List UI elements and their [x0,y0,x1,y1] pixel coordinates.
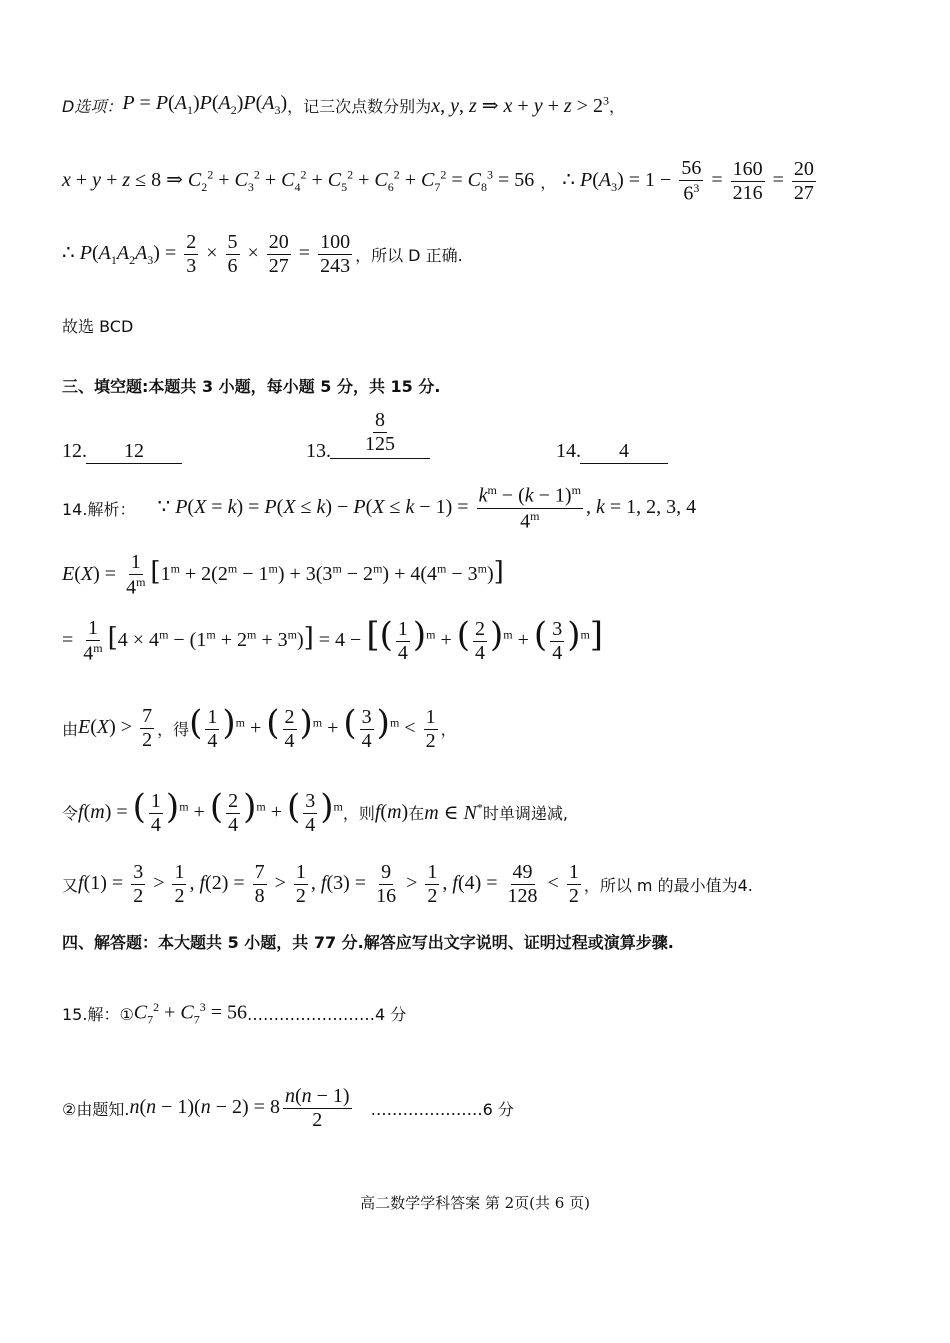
q12-label: 12. [62,440,87,462]
formula-combination-sum: x + y + z ≤ 8 ⇒ $C_2^2 + C_3^2 + C_4^2 + C_5^2 + C_6^2 + C_7^2 = C_8^3 = 56$ [62,167,535,195]
formula-ex-gt: E(X) > $\frac{7}{2}$ [78,705,153,752]
d-option-text: ，记三次点数分别为 [287,96,432,116]
comma: ， [440,720,457,740]
q15-score1: ……………………4 分 [247,1005,407,1025]
section3-heading: 三、填空题:本题共 3 小题，每小题 5 分，共 15 分. [62,377,441,396]
so-d-correct: ，所以 D 正确. [355,246,463,265]
formula-f-def: f(m) = ( $\frac{1}{4}$ )$^m$ + ( $\frac{2}{4}$ )$^m$ + ( $\frac{3}{4}$ )$^m$ [78,787,343,836]
inequality-line [62,703,457,752]
section4-heading-line [62,930,674,953]
analysis-label: 14.解析： [62,499,136,519]
also-text: 又 [62,876,79,895]
formula-fm: f(m) [374,801,409,824]
choose-label: 故选 BCD [62,317,134,336]
min-text: ，所以 m 的最小值为4. [583,876,753,895]
product-line [62,232,463,277]
section4-heading: 四、解答题：本大题共 5 小题，共 77 分.解答应写出文字说明、证明过程或演算步骤. [62,933,674,952]
comma: ， [540,172,557,192]
comma: ， [608,96,625,116]
formula-q15-1: $C_7^2 + C_7^3 = 56$ [133,1000,248,1027]
q12-answer: 12 [86,440,182,464]
get-text: ，得 [157,720,190,740]
in-text: 在 [408,804,425,824]
fill-answers-line [62,410,922,460]
formula-xyz: x, y, z ⇒ $x + y + z > 2^3$ [431,92,609,117]
q13-den: 125 [365,433,395,455]
combination-line [62,158,819,205]
formula-expectation-2: = $\frac{1}{4^m}$ $[4 \times 4^m - (1^m + 2^m + 3^m)] = 4$ − [( $\frac{1}{4}$ )$^m$ + ( $\frac{2}{4}$ )$^m$ + ( $\frac{3}{4}$ )$^m$] [62,615,604,665]
formula-pmf: ∵ P(X = k) = P(X ≤ k) − P(X ≤ k − 1) = $\frac{k^m - (k - 1)^m}{4^m}$ , k = 1, 2, 3, 4 [157,483,697,533]
q13-num: 8 [375,409,385,431]
q15-label: 15.解：① [62,1005,134,1025]
formula-q15-2: n(n − 1)(n − 2) = 8 $\frac{n(n - 1)}{2}$ [129,1085,350,1131]
formula-p-product: $P = P(A_1)P(A_2)P(A_3)$ [122,92,288,117]
let-text: 令 [62,804,79,824]
values-line [62,862,753,907]
q14-answer: 4 [580,440,668,464]
analysis-line [62,484,696,532]
formula-p-a3: ∴ $P(A_3) = 1$ − $\frac{56}{6^3}$ = $\frac{160}{216}$ = $\frac{20}{27}$ [562,157,814,205]
by-text: 由 [62,720,79,740]
formula-power-sum-lt: ( $\frac{1}{4}$ )$^m$ + ( $\frac{2}{4}$ )$^m$ + ( $\frac{3}{4}$ )$^m$ < $\frac{1}{2}$ [189,703,436,752]
q15-part1-line [62,1000,406,1028]
function-line [62,787,568,836]
formula-p-a1a2a3: ∴ $P(A_1A_2A_3)$ = $\frac{2}{3}$ × $\frac{5}{6}$ × $\frac{20}{27}$ = $\frac{100}{243}$ [62,231,351,277]
q15-part2-label: ②由题知. [62,1100,130,1119]
q13-label: 13. [306,440,331,462]
q14-label: 14. [556,440,581,462]
page-footer: 高二数学学科答案 第 2页(共 6 页) [360,1194,590,1212]
expectation-line-1 [62,552,504,599]
expectation-line-2 [62,615,604,665]
q15-score2: …………………6 分 [370,1100,514,1119]
d-option-line [62,92,625,118]
formula-expectation-1: E(X) = $\frac{1}{4^m}$ $[1^m + 2(2^m - 1^m) + 3(3^m - 2^m) + 4(4^m - 3^m)]$ [62,551,504,599]
formula-m-in-n: m ∈ N* [424,800,483,825]
then-text: ，则 [342,804,375,824]
choose-line [62,314,133,337]
q13-answer [330,410,430,459]
section3-heading-line [62,374,440,397]
d-option-label: D选项： [62,96,123,116]
q15-part2-line [62,1086,514,1131]
monotone-text: 时单调递减, [482,804,568,824]
formula-f-values: f(1) = $\frac{3}{2}$ > $\frac{1}{2}$ , f(2) = $\frac{7}{8}$ > $\frac{1}{2}$ , f(3) = $\frac{9}{16}$ > $\frac{1}{2}$ , f(4) = $\frac{49}{128}$ < $\frac{1}{2}$ [78,861,579,907]
